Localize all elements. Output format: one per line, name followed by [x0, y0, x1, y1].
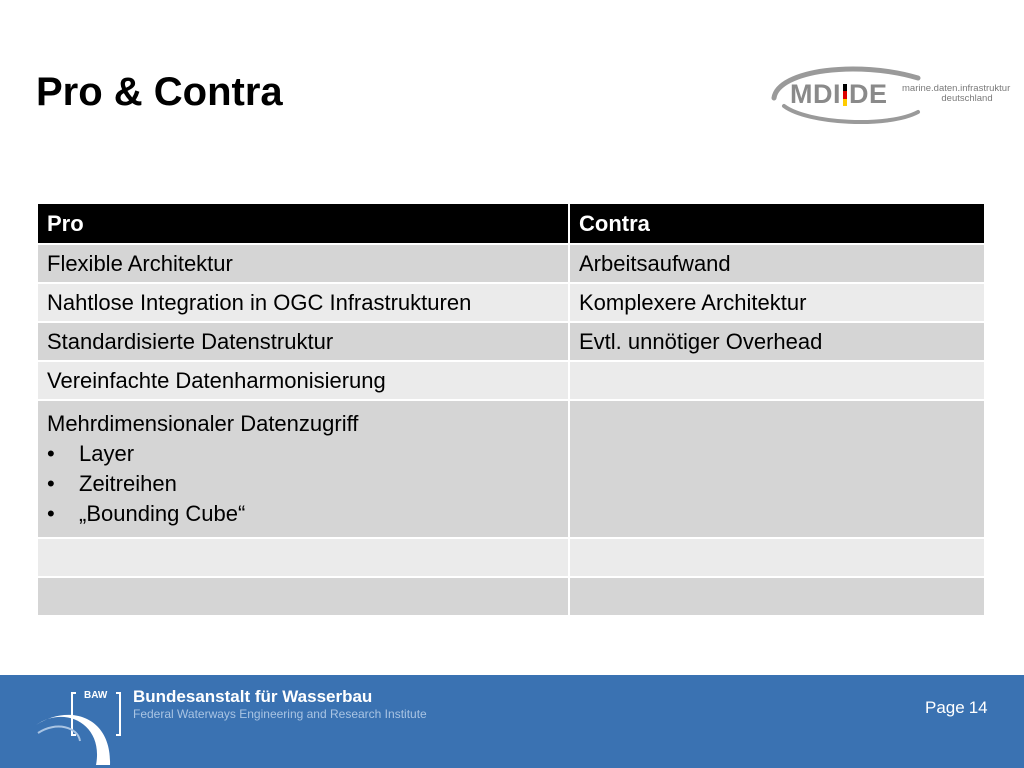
baw-logo-text: BAW: [84, 690, 108, 701]
org-name: Bundesanstalt für Wasserbau: [133, 687, 373, 706]
cell-contra: [569, 538, 985, 577]
mdi-de-logo: [768, 62, 1014, 128]
cell-contra: Evtl. unnötiger Overhead: [569, 322, 985, 361]
german-flag-icon: [843, 84, 847, 106]
footer-bar: [0, 675, 1024, 768]
pro-contra-table: [36, 202, 986, 617]
list-item: • „Bounding Cube“: [47, 499, 559, 529]
bullet-icon: •: [47, 441, 55, 466]
page-label: Page: [925, 698, 965, 717]
cell-pro: Standardisierte Datenstruktur: [37, 322, 569, 361]
table-row: [37, 283, 985, 322]
logo-subtitle-line2: deutschland: [941, 93, 993, 104]
logo-subtitle-line1: marine.daten.infrastruktur: [902, 83, 1011, 94]
baw-logo-icon: [34, 683, 126, 765]
table-row: [37, 322, 985, 361]
cell-contra: [569, 400, 985, 538]
cell-pro: [37, 400, 569, 538]
list-item: • Layer: [47, 439, 559, 469]
cell-contra: [569, 577, 985, 616]
cell-contra: Komplexere Architektur: [569, 283, 985, 322]
table-row: [37, 361, 985, 400]
cell-pro: Vereinfachte Datenharmonisierung: [37, 361, 569, 400]
bullet-icon: •: [47, 501, 55, 526]
header-pro: Pro: [37, 203, 569, 244]
table-header-row: [37, 203, 985, 244]
table-row: [37, 538, 985, 577]
bullet-icon: •: [47, 471, 55, 496]
cell-contra: [569, 361, 985, 400]
logo-mark-left: MDI: [790, 79, 841, 109]
cell-pro-heading: Mehrdimensionaler Datenzugriff: [47, 411, 359, 436]
page-indicator: [925, 698, 988, 718]
cell-pro: Flexible Architektur: [37, 244, 569, 283]
logo-mark-right: DE: [849, 79, 888, 109]
table-row: [37, 244, 985, 283]
org-subtitle: Federal Waterways Engineering and Research Institute: [133, 707, 427, 721]
cell-pro: [37, 577, 569, 616]
page-number: 14: [968, 698, 988, 717]
header-contra: Contra: [569, 203, 985, 244]
cell-contra: Arbeitsaufwand: [569, 244, 985, 283]
bullet-list: [47, 439, 559, 529]
slide-title: Pro & Contra: [36, 70, 283, 114]
table-row: [37, 577, 985, 616]
cell-pro: [37, 538, 569, 577]
table-row: [37, 400, 985, 538]
list-item: • Zeitreihen: [47, 469, 559, 499]
cell-pro: Nahtlose Integration in OGC Infrastrukturen: [37, 283, 569, 322]
